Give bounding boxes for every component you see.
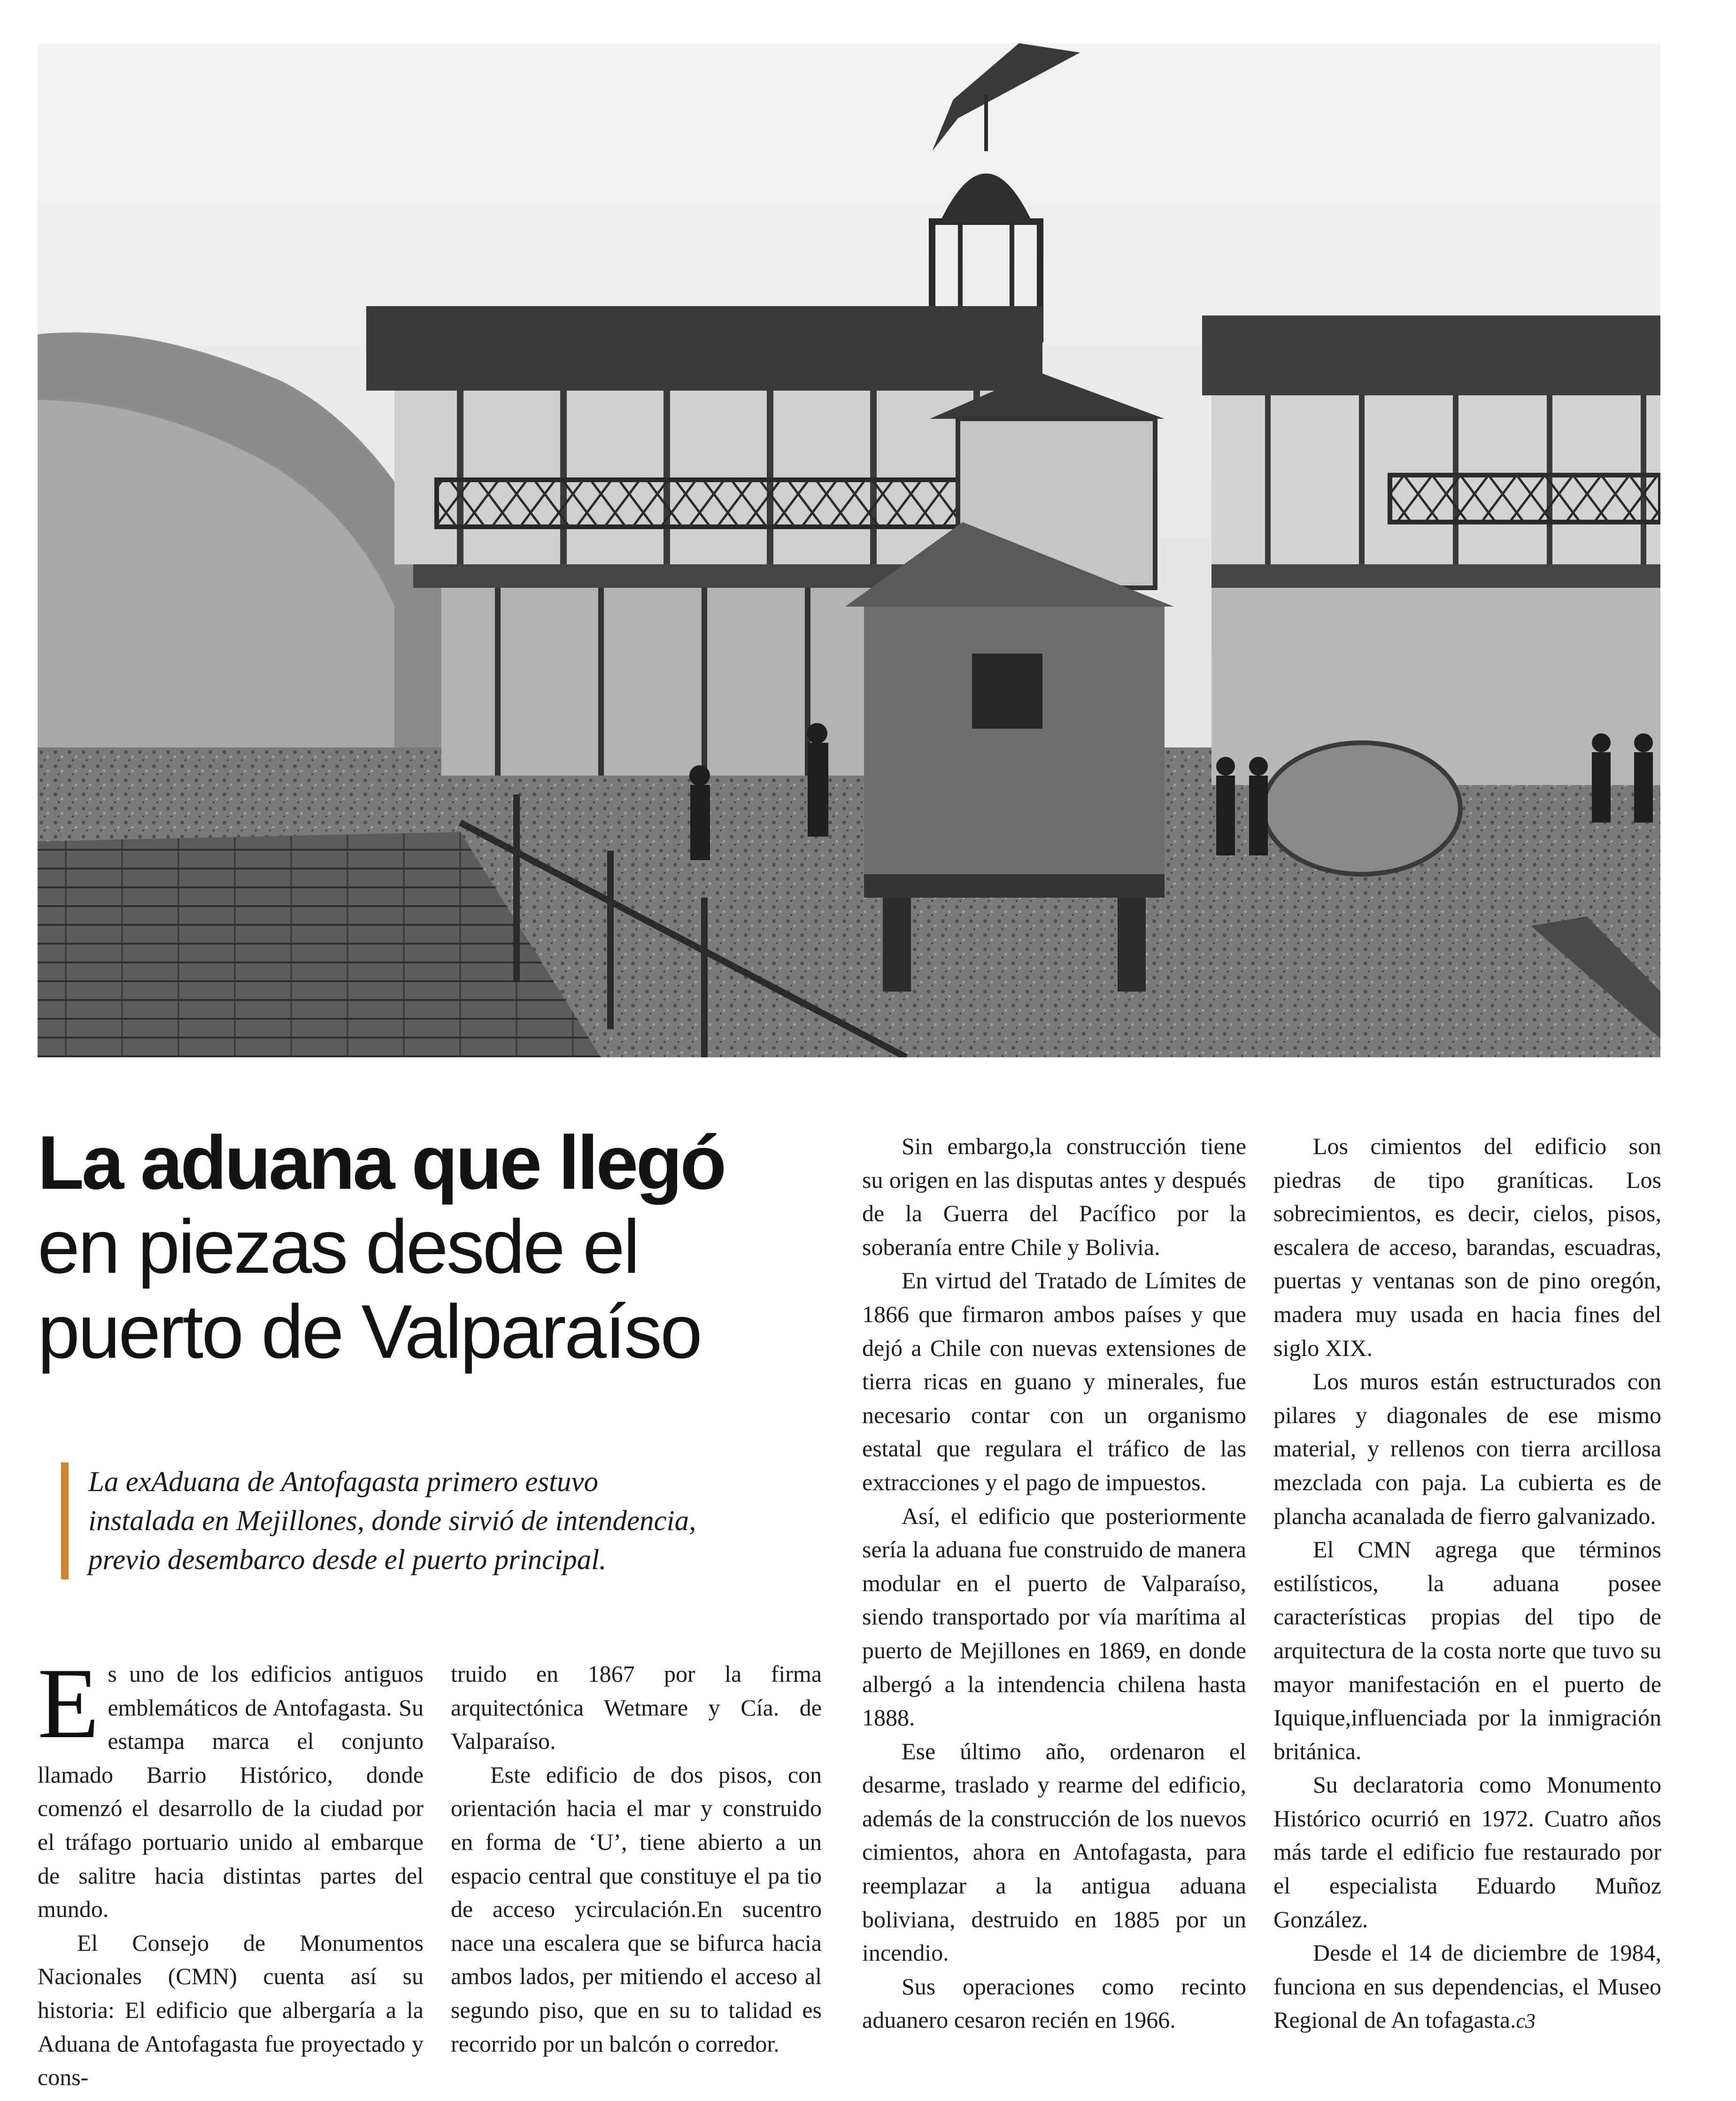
paragraph-text: s uno de los edificios antiguos emblemáticos de Antofagasta. Su estampa marca el conjunto llamado Barrio Histórico, donde comenzó el desarrollo de la ciudad por el tráfago portuario unido al embarque de salitre hacia distintas partes del mundo. bbox=[38, 1661, 424, 1923]
body-paragraph: Los muros están estructurados con pilares y diagonales de ese mismo material, y rellenos con tierra arcillosa mezclada con paja. La cubierta es de plancha acanalada de fierro galvanizado. bbox=[1273, 1368, 1661, 1529]
deck-line-3: previo desembarco desde el puerto principal. bbox=[88, 1544, 607, 1576]
deck-line-1: La exAduana de Antofagasta primero estuvo bbox=[88, 1466, 599, 1498]
deck-line-2: instalada en Mejillones, donde sirvió de intendencia, bbox=[88, 1505, 696, 1537]
article-headline bbox=[38, 1122, 864, 1375]
article-deck bbox=[61, 1462, 887, 1579]
body-paragraph: Este edificio de dos pisos, con orientación hacia el mar y construido en forma de ‘U’, tiene abierto a un espacio central que constituye el pa tio de acceso ycirculación.En sucentro nace una escalera que se bifurca hacia ambos lados, per mitiendo el acceso al segundo piso, que en su to talidad es recorrido por un balcón o corredor. bbox=[451, 1761, 822, 2057]
body-paragraph: El Consejo de Monumentos Nacionales (CMN) cuenta así su historia: El edificio que albergaría a la Aduana de Antofagasta fue proyectado y cons- bbox=[38, 1929, 424, 2091]
body-column-4 bbox=[1273, 1130, 1661, 2038]
body-paragraph: Así, el edificio que posteriormente sería la aduana fue construido de manera modular en el puerto de Valparaíso, siendo transportado por vía marítima al puerto de Mejillones en 1869, en donde albergó a la intendencia chilena hasta 1888. bbox=[862, 1502, 1246, 1731]
body-paragraph bbox=[1273, 1936, 1661, 2038]
headline-line-3: puerto de Valparaíso bbox=[38, 1289, 701, 1375]
end-mark-icon: c3 bbox=[1516, 2009, 1536, 2033]
body-paragraph: Ese último año, ordenaron el desarme, traslado y rearme del edificio, además de la construcción de los nuevos cimientos, ahora en Antofagasta, para reemplazar a la antigua aduana boliviana, destruido en 1885 por un incendio. bbox=[862, 1738, 1246, 1966]
body-paragraph bbox=[38, 1647, 424, 1926]
historic-building-photo bbox=[38, 43, 1660, 1057]
body-column-2 bbox=[451, 1657, 822, 2061]
headline-line-2: en piezas desde el bbox=[38, 1204, 638, 1289]
body-paragraph: Sin embargo,la construcción tiene su origen en las disputas antes y después de la Guerra del Pacífico por la soberanía entre Chile y Bolivia. bbox=[862, 1133, 1246, 1260]
body-paragraph: Los cimientos del edificio son piedras de tipo graníticas. Los sobrecimientos, es decir, cielos, pisos, escalera de acceso, barandas, escuadras, puertas y ventanas son de pino oregón, madera muy usada en hacia fines del siglo XIX. bbox=[1273, 1133, 1661, 1361]
body-column-3 bbox=[862, 1130, 1246, 2037]
body-paragraph: En virtud del Tratado de Límites de 1866 que firmaron ambos países y que dejó a Chile con nuevas extensiones de tierra ricas en guano y minerales, fue necesario contar con un organismo estatal que regulara el tráfico de las extracciones y el pago de impuestos. bbox=[862, 1267, 1246, 1495]
paragraph-text: Desde el 14 de diciembre de 1984, funciona en sus dependencias, el Museo Regional de An tofagasta. bbox=[1273, 1939, 1661, 2033]
headline-line-1: La aduana que llegó bbox=[38, 1120, 725, 1205]
drop-cap: E bbox=[38, 1647, 100, 1759]
body-paragraph: Sus operaciones como recinto aduanero cesaron recién en 1966. bbox=[862, 1973, 1246, 2033]
body-paragraph: El CMN agrega que términos estilísticos, la aduana posee características propias del tipo de arquitectura de la costa norte que tuvo su mayor manifestación en el puerto de Iquique,influenciada por la inmigración británica. bbox=[1273, 1536, 1661, 1764]
body-column-1 bbox=[38, 1647, 424, 2094]
body-paragraph: Su declaratoria como Monumento Histórico ocurrió en 1972. Cuatro años más tarde el edificio fue restaurado por el especialista Eduardo Muñoz González. bbox=[1273, 1771, 1661, 1932]
body-paragraph: truido en 1867 por la firma arquitectónica Wetmare y Cía. de Valparaíso. bbox=[451, 1661, 822, 1755]
photo-illustration bbox=[38, 43, 1660, 1057]
